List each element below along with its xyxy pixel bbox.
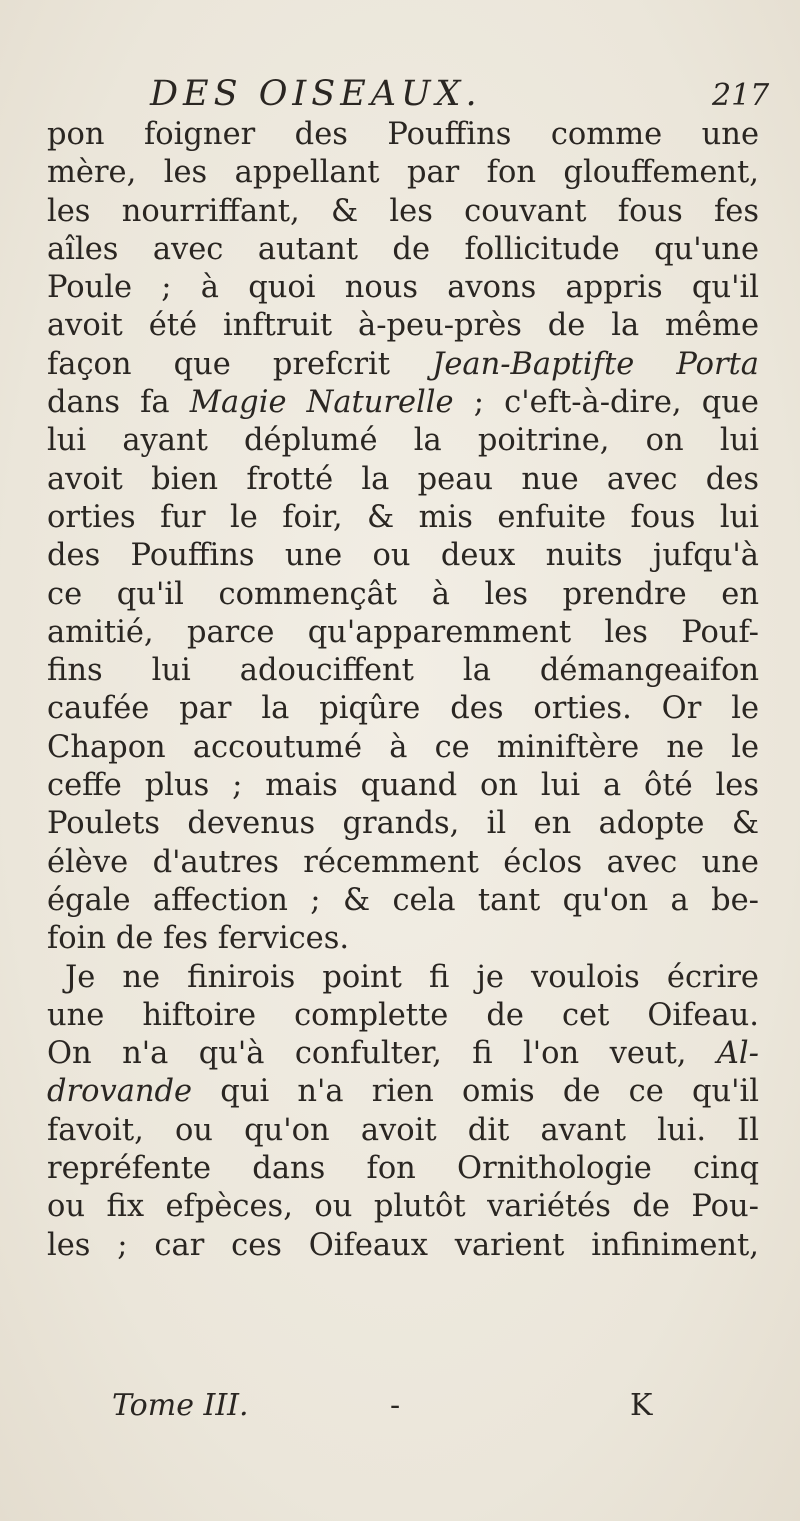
- text-line: les ; car ces Oifeaux varient infiniment,: [47, 1227, 759, 1263]
- text-line: Poulets devenus grands, il en adopte &: [47, 806, 759, 842]
- text-line: ou fix efpèces, ou plutôt variétés de Pou-: [47, 1189, 759, 1225]
- text-line: aîles avec autant de follicitude qu'une: [47, 231, 759, 267]
- text-line: mère, les appellant par fon glouffement,: [47, 155, 759, 191]
- text-line: lui ayant déplumé la poitrine, on lui: [47, 423, 759, 459]
- running-head: [0, 74, 800, 122]
- text-line: dans fa Magie Naturelle ; c'eft-à-dire, que: [47, 385, 759, 421]
- text-line: favoit, ou qu'on avoit dit avant lui. Il: [47, 1112, 759, 1148]
- text-line: drovande qui n'a rien omis de ce qu'il: [47, 1074, 759, 1110]
- text-line: On n'a qu'à confulter, fi l'on veut, Al-: [47, 1036, 759, 1072]
- text-line: ceffe plus ; mais quand on lui a ôté les: [47, 768, 759, 804]
- text-line: les nourriffant, & les couvant fous fes: [47, 193, 759, 229]
- text-line: fins lui adouciffent la démangeaifon: [47, 653, 759, 689]
- text-line: égale affection ; & cela tant qu'on a be-: [47, 882, 759, 918]
- text-line: ce qu'il commençât à les prendre en: [47, 576, 759, 612]
- text-line: orties fur le foir, & mis enfuite fous lui: [47, 499, 759, 535]
- volume-label: Tome III.: [112, 1388, 249, 1423]
- text-line: Je ne finirois point fi je voulois écrire: [65, 959, 759, 995]
- text-line: foin de fes fervices.: [47, 921, 350, 957]
- text-line: des Pouffins une ou deux nuits jufqu'à: [47, 538, 759, 574]
- footer-mark: -: [390, 1388, 401, 1423]
- text-line: Poule ; à quoi nous avons appris qu'il: [47, 270, 759, 306]
- text-line: une hiftoire complette de cet Oifeau.: [47, 997, 759, 1033]
- text-line: avoit été inftruit à-peu-près de la même: [47, 308, 759, 344]
- text-line: avoit bien frotté la peau nue avec des: [47, 461, 759, 497]
- body-text: [47, 116, 759, 1265]
- text-line: pon foigner des Pouffins comme une: [47, 117, 759, 152]
- page-number: 217: [712, 78, 770, 113]
- page-footer: [0, 1388, 800, 1428]
- text-line: élève d'autres récemment éclos avec une: [47, 844, 759, 880]
- text-line: Chapon accoutumé à ce miniftère ne le: [47, 729, 759, 765]
- text-line: façon que prefcrit Jean-Baptifte Porta: [47, 346, 759, 382]
- signature-mark: K: [630, 1388, 653, 1423]
- running-head-title: DES OISEAUX.: [150, 74, 482, 114]
- text-line: amitié, parce qu'apparemment les Pouf-: [47, 614, 759, 650]
- text-line: repréfente dans fon Ornithologie cinq: [47, 1151, 759, 1187]
- text-line: caufée par la piqûre des orties. Or le: [47, 691, 759, 727]
